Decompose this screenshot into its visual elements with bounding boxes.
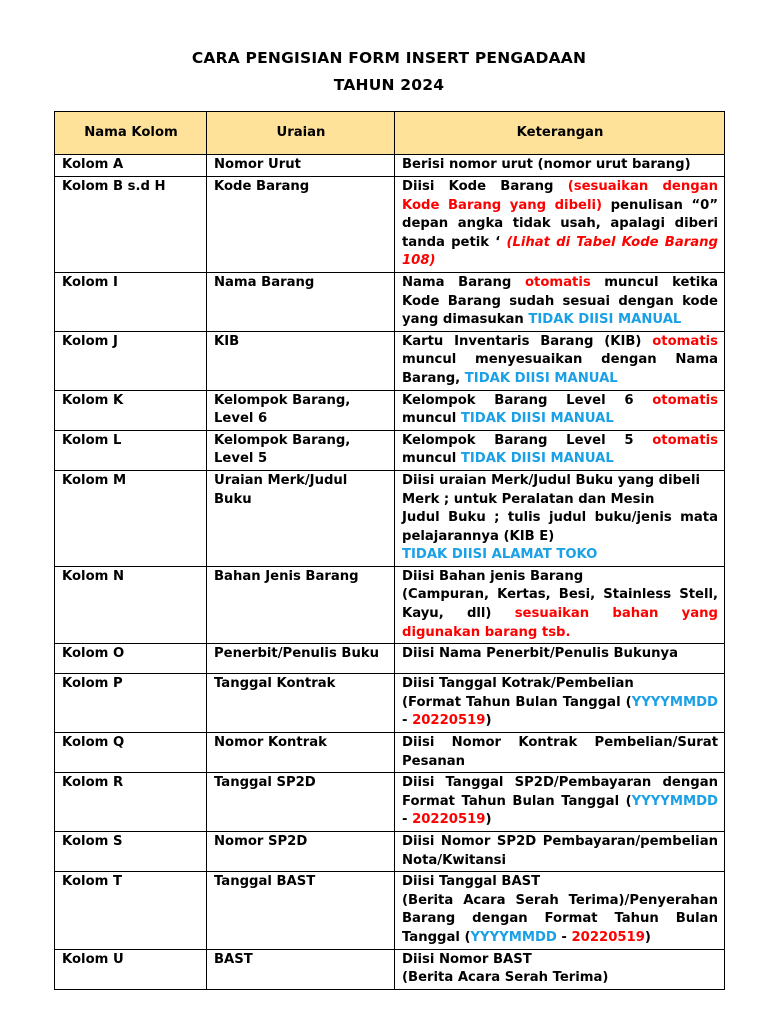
keterangan-text: TIDAK DIISI MANUAL (528, 312, 682, 328)
keterangan-text: Diisi Nomor SP2D Pembayaran/pembelian Nota/Kwitansi (402, 834, 718, 868)
table-row (55, 733, 725, 773)
table-row (55, 949, 725, 989)
keterangan-text: penulisan “0” depan angka tidak usah, apalagi diberi tanda petik ‘ (402, 197, 718, 250)
cell-uraian: Nomor SP2D (207, 832, 395, 872)
keterangan-text: YYYYMMDD (631, 793, 718, 809)
keterangan-line (402, 333, 718, 389)
cell-uraian: Kelompok Barang, Level 5 (207, 430, 395, 470)
keterangan-text: YYYYMMDD (470, 929, 557, 945)
keterangan-line (402, 892, 718, 948)
cell-keterangan (395, 155, 725, 177)
cell-nama-kolom: Kolom M (55, 470, 207, 566)
keterangan-text: - (402, 713, 413, 729)
keterangan-text: Nama Barang (402, 274, 525, 290)
keterangan-text: - (556, 929, 572, 945)
keterangan-line (402, 675, 718, 694)
table-row (55, 566, 725, 643)
keterangan-text: 20220519 (571, 929, 645, 945)
keterangan-text: Diisi Tanggal BAST (402, 874, 541, 890)
cell-keterangan (395, 272, 725, 331)
keterangan-text: otomatis (524, 274, 591, 290)
keterangan-line (402, 568, 718, 587)
keterangan-line (402, 156, 718, 175)
document-title: CARA PENGISIAN FORM INSERT PENGADAAN (191, 49, 587, 67)
table-row (55, 674, 725, 733)
cell-uraian: Uraian Merk/Judul Buku (207, 470, 395, 566)
cell-keterangan (395, 832, 725, 872)
cell-nama-kolom: Kolom N (55, 566, 207, 643)
keterangan-text: Diisi Nama Penerbit/Penulis Bukunya (402, 646, 678, 662)
header-uraian: Uraian (207, 112, 395, 155)
table-body (55, 155, 725, 990)
keterangan-text: TIDAK DIISI MANUAL (464, 370, 618, 386)
keterangan-text: sesuaikan bahan yang digunakan barang tsb. (402, 606, 718, 640)
cell-nama-kolom: Kolom S (55, 832, 207, 872)
document-subtitle: TAHUN 2024 (333, 76, 445, 94)
keterangan-text: Diisi Tanggal Kotrak/Pembelian (402, 676, 634, 692)
keterangan-line (402, 178, 718, 271)
keterangan-text: muncul (402, 451, 461, 467)
cell-uraian: Tanggal Kontrak (207, 674, 395, 733)
keterangan-text: muncul menyesuaikan dengan Nama Barang, (402, 352, 718, 386)
keterangan-line (402, 951, 718, 970)
cell-keterangan (395, 177, 725, 273)
table-row (55, 177, 725, 273)
keterangan-text: YYYYMMDD (631, 694, 718, 710)
cell-nama-kolom: Kolom K (55, 390, 207, 430)
keterangan-line (402, 392, 718, 429)
keterangan-text: (Berita Acara Serah Terima)/Penyerahan Barang dengan Format Tahun Bulan Tanggal ( (402, 892, 718, 945)
keterangan-text: otomatis (652, 333, 718, 349)
cell-nama-kolom: Kolom L (55, 430, 207, 470)
cell-uraian: Nomor Kontrak (207, 733, 395, 773)
cell-nama-kolom: Kolom T (55, 872, 207, 949)
keterangan-text: (Lihat di Tabel Kode Barang 108) (402, 234, 718, 269)
cell-keterangan (395, 773, 725, 832)
keterangan-line (402, 734, 718, 771)
cell-nama-kolom: Kolom A (55, 155, 207, 177)
cell-nama-kolom: Kolom R (55, 773, 207, 832)
keterangan-text: Diisi uraian Merk/Judul Buku yang dibeli (402, 472, 701, 488)
cell-uraian: Tanggal BAST (207, 872, 395, 949)
keterangan-text: muncul ketika Kode Barang sudah sesuai dengan kode yang dimasukan (402, 274, 718, 328)
keterangan-line (402, 274, 718, 330)
cell-uraian: Tanggal SP2D (207, 773, 395, 832)
keterangan-text: ) (485, 812, 492, 828)
table-row (55, 390, 725, 430)
table-header-row (55, 112, 725, 155)
cell-nama-kolom: Kolom Q (55, 733, 207, 773)
cell-uraian: Bahan Jenis Barang (207, 566, 395, 643)
cell-nama-kolom: Kolom O (55, 644, 207, 674)
keterangan-text: (Format Tahun Bulan Tanggal ( (402, 694, 632, 710)
keterangan-line (402, 491, 718, 510)
cell-nama-kolom: Kolom J (55, 331, 207, 390)
table-row (55, 872, 725, 949)
keterangan-text: Merk ; untuk Peralatan dan Mesin (402, 491, 655, 507)
keterangan-text: Kelompok Barang Level 6 (402, 392, 653, 408)
cell-uraian: Nama Barang (207, 272, 395, 331)
table-row (55, 470, 725, 566)
cell-uraian: BAST (207, 949, 395, 989)
keterangan-text: otomatis (652, 392, 718, 408)
keterangan-text: Berisi nomor urut (nomor urut barang) (402, 157, 691, 172)
keterangan-text: TIDAK DIISI MANUAL (460, 451, 614, 467)
cell-uraian: Penerbit/Penulis Buku (207, 644, 395, 674)
keterangan-text: 20220519 (412, 812, 486, 828)
keterangan-text: - (402, 812, 413, 828)
keterangan-text: (sesuaikan dengan Kode Barang yang dibeli) (402, 179, 718, 213)
table-row (55, 272, 725, 331)
table-row (55, 832, 725, 872)
cell-nama-kolom: Kolom I (55, 272, 207, 331)
keterangan-line (402, 472, 718, 491)
cell-keterangan (395, 644, 725, 674)
keterangan-line (402, 645, 718, 664)
keterangan-line (402, 969, 718, 988)
table-row (55, 331, 725, 390)
keterangan-text: Kartu Inventaris Barang (KIB) (402, 333, 653, 349)
keterangan-line (402, 546, 718, 565)
keterangan-text: Diisi Tanggal SP2D/Pembayaran dengan Format Tahun Bulan Tanggal ( (402, 775, 718, 809)
keterangan-line (402, 586, 718, 642)
instruction-table (54, 111, 725, 990)
keterangan-text: Kelompok Barang Level 5 (402, 432, 653, 448)
cell-uraian: Kelompok Barang, Level 6 (207, 390, 395, 430)
keterangan-text: Diisi Bahan jenis Barang (402, 568, 584, 584)
cell-keterangan (395, 390, 725, 430)
keterangan-line (402, 694, 718, 731)
keterangan-text: TIDAK DIISI MANUAL (460, 411, 614, 427)
keterangan-text: muncul (402, 411, 461, 427)
keterangan-line (402, 774, 718, 830)
header-keterangan: Keterangan (395, 112, 725, 155)
header-nama-kolom: Nama Kolom (55, 112, 207, 155)
keterangan-text: otomatis (652, 432, 718, 448)
cell-uraian: KIB (207, 331, 395, 390)
cell-keterangan (395, 566, 725, 643)
keterangan-text: Judul Buku ; tulis judul buku/jenis mata pelajarannya (KIB E) (402, 510, 718, 544)
cell-nama-kolom: Kolom U (55, 949, 207, 989)
keterangan-text: (Berita Acara Serah Terima) (402, 970, 609, 986)
cell-keterangan (395, 430, 725, 470)
keterangan-text: TIDAK DIISI ALAMAT TOKO (402, 547, 598, 563)
keterangan-line (402, 509, 718, 546)
cell-uraian: Kode Barang (207, 177, 395, 273)
cell-nama-kolom: Kolom B s.d H (55, 177, 207, 273)
keterangan-text: (Campuran, Kertas, Besi, Stainless Stell, Kayu, dll) (402, 587, 718, 622)
keterangan-text: Diisi Nomor Kontrak Pembelian/Surat Pesanan (402, 735, 718, 769)
cell-keterangan (395, 674, 725, 733)
cell-keterangan (395, 949, 725, 989)
cell-nama-kolom: Kolom P (55, 674, 207, 733)
keterangan-text: ) (485, 713, 492, 729)
cell-uraian: Nomor Urut (207, 155, 395, 177)
cell-keterangan (395, 331, 725, 390)
table-row (55, 773, 725, 832)
keterangan-text: Diisi Nomor BAST (402, 951, 532, 967)
keterangan-text: Diisi Kode Barang (402, 179, 568, 194)
cell-keterangan (395, 470, 725, 566)
table-row (55, 644, 725, 674)
keterangan-line (402, 432, 718, 469)
keterangan-text: 20220519 (412, 713, 486, 729)
keterangan-text: ) (644, 929, 651, 945)
table-row (55, 430, 725, 470)
table-row (55, 155, 725, 177)
keterangan-line (402, 873, 718, 892)
cell-keterangan (395, 872, 725, 949)
cell-keterangan (395, 733, 725, 773)
keterangan-line (402, 833, 718, 870)
